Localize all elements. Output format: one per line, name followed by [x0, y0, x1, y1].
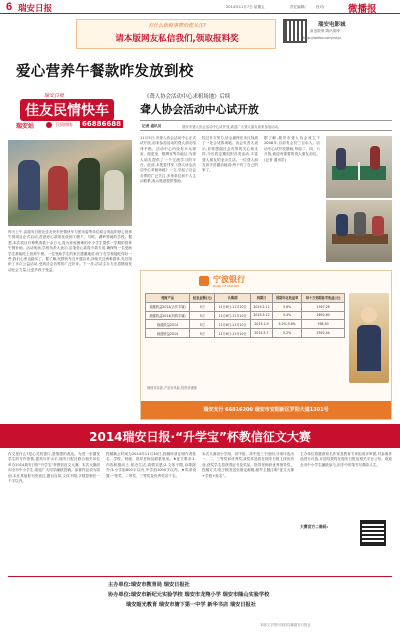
- table-cell: 2015.1.9: [250, 320, 272, 329]
- hotline-number: 66886688: [82, 120, 121, 128]
- article-col-1: 11月5日,市聋人协会活动中心正式试开放,前来参加活动的聋人朋友络绎不绝。活动中心内设有乒乓球室、阅览室、棋牌室等功能区,为聋人朋友提供了一个交流学习的平台。此前,本报曾刊发《聋人协会活动中心求租场地》一文,引起了社会各界的广泛关注,多家单位和个人主动联系,表示愿意提供帮助。: [140, 136, 196, 184]
- table-cell: 5.2%: [273, 329, 302, 338]
- page-number: 6: [6, 1, 13, 13]
- bank-logo-icon: [199, 276, 209, 286]
- table-row: [146, 320, 345, 329]
- table-cell: 稳健收益2014(合作专属): [146, 302, 190, 311]
- bank-note: 理财非存款,产品有风险,投资须谨慎: [147, 386, 197, 390]
- table-cell: 11月6日-11月10日: [215, 329, 250, 338]
- bank-photo: [349, 293, 389, 383]
- section-name: 微播报: [348, 4, 377, 15]
- table-header: 预期年化收益率: [273, 294, 302, 303]
- brand-block: [8, 90, 132, 140]
- article-lead: 瑞安市聋人协会活动中心试开放,欢迎广大聋人朋友前来参加活动。: [182, 125, 282, 129]
- table-header: 认购期: [215, 294, 250, 303]
- contest-title: 2014瑞安日报·“升学宝”杯教信征文大赛: [89, 430, 311, 444]
- paper-name: 瑞安日报: [18, 4, 53, 14]
- bank-logo-text: 宁波银行: [213, 275, 245, 284]
- table-cell: 5.4%: [273, 311, 302, 320]
- table-header: 理财产品: [146, 294, 190, 303]
- contest-col-2: 投稿截止时间为2014年11月30日,投稿时请注明作者姓名、学校、班级、指导老师及联系电话。★征文要求:1.内容积极向上,贴近生活,真情实感;2.文体不限,诗歌除外;3.小学组800字以内,中学组1000字以内。★奖项设置:一等奖、二等奖、三等奖及优秀奖若干名。: [106, 452, 196, 478]
- table-cell: 2015.5.7: [250, 329, 272, 338]
- bank-logo-en: BANK OF NINGBO: [213, 284, 240, 288]
- table-row: [146, 302, 345, 311]
- proofread-label: 校对/: [316, 5, 325, 9]
- article-col-3: 据了解,瑞安市聋人协会成立于2008年,目前有会员三百余人。活动中心试开放期间,每周二、四、六开放,欢迎有需要的聋人朋友前往。(记者 通讯员): [264, 136, 320, 162]
- ad-line-2: 请本版网友私信我们,领取报料奖: [115, 34, 239, 44]
- table-cell: 稳健收益2014: [146, 329, 190, 338]
- bank-ad: [140, 270, 392, 420]
- table-header: 每十万到期参考收益(元): [302, 294, 345, 303]
- article-kicker: 《聋人协会活动中心求租场地》后续: [144, 94, 231, 100]
- table-cell: 5万: [190, 320, 215, 329]
- article-title: 聋人协会活动中心试开放: [140, 103, 259, 116]
- brand-top: 瑞安日报: [44, 93, 65, 99]
- article-col-2: 经过多方努力,协会最终在市区找到了一处合适的场地。协会负责人表示,非常感谢社会各界的关心和支持,今后将定期组织各类活动,丰富聋人朋友的业余生活。一位聋人朋友用手语激动地说:终于有了自己的家了。: [202, 136, 258, 173]
- ad-banner: [76, 19, 276, 49]
- hotline-label: 民情热线:: [56, 122, 74, 127]
- table-cell: 5万: [190, 311, 215, 320]
- table-row: [146, 311, 345, 320]
- weibo-sub: 新浪微博 腾讯微博: [310, 29, 340, 33]
- table-cell: 768.50: [302, 320, 345, 329]
- organizer: 主办单位:瑞安市教育局 瑞安日报社: [108, 582, 190, 588]
- table-cell: 11月6日-11月10日: [215, 302, 250, 311]
- table-cell: 11月6日-11月10日: [215, 320, 250, 329]
- editor-label: 责任编辑/: [290, 5, 306, 9]
- top-ad: [0, 18, 400, 50]
- article-lead-box: [140, 120, 392, 131]
- footer-note: 本版文字图片版权均属瑞安日报社: [260, 623, 311, 627]
- table-cell: 2015.2.11: [250, 302, 272, 311]
- co-organizer-2: 瑞安韶光教育 瑞安市塘下第一中学 新华书店 瑞安日报社: [126, 602, 256, 608]
- ad-line-1: 有什么新鲜事带给您关注?: [148, 23, 206, 29]
- contest-contact-label: 大赛官方二维码:: [300, 524, 329, 529]
- table-cell: 2692.60: [302, 311, 345, 320]
- date-line: 2014年11月7日 星期五: [226, 5, 265, 9]
- contest-qr-icon: [360, 520, 386, 546]
- contest-col-1: 作文是什么?是心灵的窗口,是情感的表达。为进一步激发学生的写作热情,提高写作水平,瑞安日报社联合相关单位举办2014瑞安日报“升学宝”杯教信征文大赛。本次大赛面向全市中小学生,欢迎广大同学踊跃投稿。参赛作品须为原创,未在其他报刊发表过,题目自拟,文体不限,字数控制在一千字以内。: [8, 452, 100, 484]
- contest-col-3: 本次大赛设小学组、初中组、高中组三个组别,分别评选出一、二、三等奖和优秀奖,获奖作品将在瑞安日报上择优刊登,获奖学生将获得证书及奖品。指导老师获优秀指导奖。投稿方式:电子稿发送至指定邮箱,邮件主题注明“征文大赛+学校+姓名”。: [202, 452, 294, 478]
- co-organizer-1: 协办单位:瑞安市新纪元实验学校 瑞安市龙翔小学 瑞安市隆山实验学校: [108, 592, 270, 598]
- page-header: [0, 0, 400, 14]
- table-cell: 1397.26: [302, 302, 345, 311]
- main-headline: 爱心营养午餐款昨发放到校: [16, 64, 194, 80]
- bank-footer: [141, 401, 391, 419]
- table-cell: 稳健收益2014(机构专属): [146, 311, 190, 320]
- table-cell: 2015.5.12: [250, 311, 272, 320]
- left-photo: [8, 140, 132, 226]
- left-column-body: 昨天上午,由瑞安日报社佳友快车民情快车与团市委等单位联合发起的爱心营养午餐项目正式启动,首批爱心款项发放到了塘下、马屿、湖岭等地的学校。据悉,本次项目共筹集善款十余万元,将为家庭困难的中小学生提供一学期的营养午餐补助。活动现场,学校负责人表示,这笔爱心款将专款专用,确保每一名受助学生都能吃上营养午餐。一位受助学生的家长感激地说:孩子在学校能吃得好一些,我们心里也踏实了。据了解,民情快车自开通以来,持续关注困难群体,先后组织了多次公益活动,受到社会各界的广泛好评。下一步,活动主办方还将继续发动社会力量,让更多孩子受益。: [8, 230, 132, 272]
- table-cell: 11月6日-11月10日: [215, 311, 250, 320]
- table-cell: 5.2%-5.6%: [273, 320, 302, 329]
- contest-banner: [0, 424, 400, 448]
- phone-icon: [46, 122, 52, 128]
- organizer-block: [8, 576, 392, 616]
- brand-main: 佳友民情快车: [20, 99, 114, 121]
- table-row: [146, 329, 345, 338]
- article-photo-reading: [326, 200, 392, 262]
- left-column: [8, 90, 132, 410]
- weibo-name: 瑞安电影城: [318, 22, 346, 28]
- bank-product-table: [145, 293, 345, 338]
- table-header: 起息金额(元): [190, 294, 215, 303]
- weibo-url[interactable]: http://weibo.com/ruiyc: [303, 36, 342, 40]
- table-cell: 5万: [190, 329, 215, 338]
- article-byline: 记者 通讯员: [142, 124, 162, 128]
- table-cell: 2592.44: [302, 329, 345, 338]
- contest-col-4: 主办单位将邀请知名作家及教育专家组成评审团,对参赛作品进行评选,评选结果将在瑞安日报及相关平台公布。欢迎全市中小学生踊跃参与,用手中的笔书写精彩人生。: [300, 452, 392, 467]
- table-header: 到期日: [250, 294, 272, 303]
- bank-footer-text: 瑞安支行 66816200 瑞安市安阳新区罗阳大道1301号: [203, 407, 329, 413]
- table-cell: 5.6%: [273, 302, 302, 311]
- article-photo-pingpong: [326, 136, 392, 198]
- table-cell: 稳健收益2014: [146, 320, 190, 329]
- table-cell: 5万: [190, 302, 215, 311]
- brand-sub: 瑞安站: [16, 123, 35, 130]
